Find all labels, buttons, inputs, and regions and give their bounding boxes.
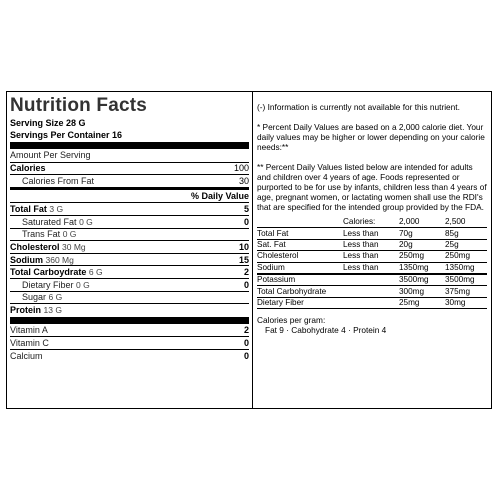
nutrient-name: Trans Fat	[22, 229, 61, 240]
nutrient-dv: 10	[238, 241, 249, 252]
dv-row-qual: Less than	[343, 251, 399, 262]
thick-divider	[10, 317, 249, 324]
dv-row-v1: 70g	[399, 228, 445, 239]
calories-label: Calories	[10, 163, 46, 174]
nutrient-name: Total Carboydrate	[10, 267, 87, 278]
daily-value-table	[257, 217, 487, 309]
dv-row-name: Cholesterol	[257, 251, 343, 262]
nutrient-name: Total Fat	[10, 204, 47, 215]
nutrient-dv: 5	[243, 204, 249, 215]
vitamin-row-c	[10, 336, 249, 349]
label-title: Nutrition Facts	[10, 95, 148, 116]
dv-row-v2: 3500mg	[445, 274, 487, 286]
dv-row-v1: 3500mg	[399, 274, 445, 286]
calories-from-fat-label: Calories From Fat	[22, 175, 95, 186]
nutrient-amount: 360 Mg	[45, 254, 74, 265]
dv-row-qual	[343, 274, 399, 286]
dv-header-row	[257, 217, 487, 228]
dv-row-v2: 30mg	[445, 297, 487, 308]
calories-per-gram-heading: Calories per gram:	[257, 315, 326, 326]
nutrient-name: Cholesterol	[10, 241, 60, 252]
dv-row-qual	[343, 297, 399, 308]
nutrient-amount: 0 G	[76, 279, 90, 290]
vitamin-dv: 2	[243, 325, 249, 336]
dv-row-v2: 375mg	[445, 286, 487, 297]
nutrient-name: Protein	[10, 304, 42, 315]
serving-size: Serving Size 28 G	[10, 118, 86, 128]
dv-row-v2: 1350mg	[445, 262, 487, 274]
dv-row-v1: 300mg	[399, 286, 445, 297]
dv-row-qual: Less than	[343, 239, 399, 250]
vitamin-name: Vitamin A	[10, 325, 48, 336]
percent-dv-note: * Percent Daily Values are based on a 2,000 calorie diet. Your daily values may be higher or lower depending on your calorie needs:**	[257, 122, 485, 152]
dv-row-v1: 250mg	[399, 251, 445, 262]
amount-per-serving: Amount Per Serving	[10, 150, 91, 161]
dv-col2-header: 2,500	[445, 217, 466, 227]
calories-value: 100	[233, 163, 249, 174]
nutrient-dv: 15	[238, 254, 249, 265]
table-row	[257, 262, 487, 274]
calories-row	[10, 162, 249, 175]
table-row	[257, 274, 487, 286]
nutrient-row-sodium	[10, 253, 249, 266]
dv-calories-label: Calories:	[343, 217, 376, 227]
calories-from-fat-row	[10, 174, 249, 187]
footnotes-panel	[253, 92, 491, 408]
table-row	[257, 251, 487, 262]
nutrient-row-protein	[10, 303, 249, 316]
nutrient-amount: 0 G	[62, 229, 77, 240]
dv-row-name: Total Carbohydrate	[257, 286, 343, 297]
dv-row-v2: 25g	[445, 239, 487, 250]
dv-row-v1: 1350mg	[399, 262, 445, 274]
nutrient-amount: 30 Mg	[62, 241, 86, 252]
vitamin-row-calcium	[10, 349, 249, 362]
nutrient-amount: 6 G	[48, 292, 63, 303]
nutrition-facts-label	[7, 92, 253, 408]
dv-row-v1: 20g	[399, 239, 445, 250]
vitamin-dv: 0	[243, 338, 249, 349]
daily-value-header: % Daily Value	[190, 191, 249, 202]
nutrient-dv: 2	[243, 267, 249, 278]
daily-value-header-row	[10, 190, 249, 203]
nutrient-amount: 0 G	[79, 216, 93, 227]
dv-row-name: Total Fat	[257, 228, 343, 239]
nutrition-panel	[6, 91, 492, 409]
table-row	[257, 286, 487, 297]
nutrient-amount: 6 G	[88, 267, 103, 278]
nutrient-dv: 0	[243, 216, 249, 227]
nutrient-row-total-carbohydrate	[10, 265, 249, 278]
thick-divider	[10, 142, 249, 149]
nutrient-name: Dietary Fiber	[22, 279, 74, 290]
dv-row-name: Sodium	[257, 262, 343, 274]
dv-row-name: Potassium	[257, 274, 343, 286]
dv-row-name: Sat. Fat	[257, 239, 343, 250]
servings-per-container: Servings Per Container 16	[10, 130, 123, 140]
nutrient-row-trans-fat	[10, 228, 249, 241]
intended-note: ** Percent Daily Values listed below are intended for adults and children over 4 years of age. Foods represented or purported to be for use by infants, children less than 4 years of age, pregnant women, or lactating women shall use the RDI's that are specified for the intended group provided by the FDA.	[257, 162, 487, 212]
dv-row-qual	[343, 286, 399, 297]
dv-row-v2: 250mg	[445, 251, 487, 262]
vitamin-name: Calcium	[10, 350, 43, 361]
nutrient-row-dietary-fiber	[10, 278, 249, 291]
nutrient-row-saturated-fat	[10, 215, 249, 228]
nutrient-row-sugar	[10, 291, 249, 304]
dv-col1-header: 2,000	[399, 217, 420, 227]
nutrient-amount: 13 G	[43, 304, 62, 315]
amount-per-serving-row	[10, 149, 249, 162]
vitamin-dv: 0	[243, 350, 249, 361]
nutrient-name: Sugar	[22, 292, 47, 303]
vitamin-name: Vitamin C	[10, 338, 49, 349]
nutrient-name: Sodium	[10, 254, 43, 265]
calories-per-gram-line: Fat 9 · Cabohydrate 4 · Protein 4	[265, 325, 387, 336]
nutrient-row-total-fat	[10, 202, 249, 215]
nutrient-name: Saturated Fat	[22, 216, 77, 227]
table-row	[257, 239, 487, 250]
nutrient-amount: 3 G	[49, 204, 64, 215]
dv-row-v2: 85g	[445, 228, 487, 239]
table-row	[257, 297, 487, 308]
vitamin-row-a	[10, 324, 249, 337]
table-row	[257, 228, 487, 239]
calories-from-fat-value: 30	[238, 175, 249, 186]
not-available-note: (-) Information is currently not available for this nutrient.	[257, 102, 460, 112]
nutrient-dv: 0	[243, 279, 249, 290]
dv-row-v1: 25mg	[399, 297, 445, 308]
nutrient-row-cholesterol	[10, 240, 249, 253]
dv-row-qual: Less than	[343, 228, 399, 239]
dv-row-qual: Less than	[343, 262, 399, 274]
dv-row-name: Dietary Fiber	[257, 297, 343, 308]
